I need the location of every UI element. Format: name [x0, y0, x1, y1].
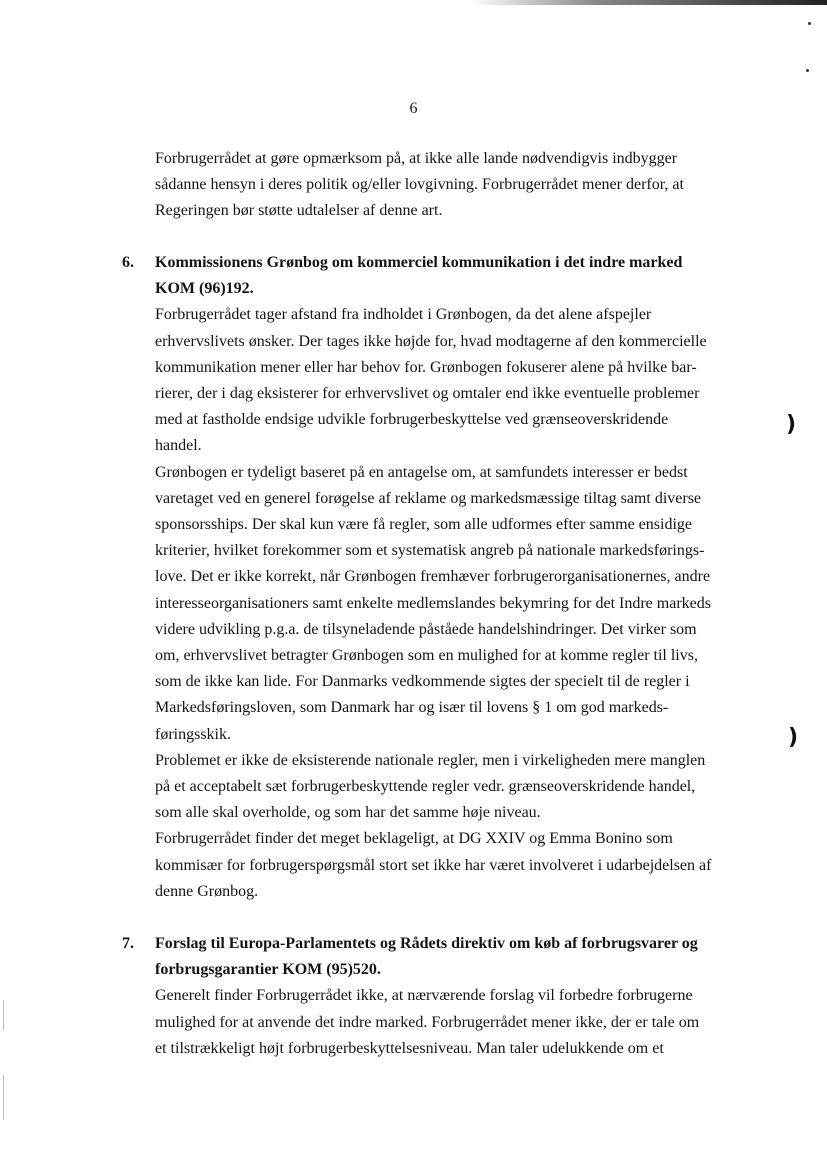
text-line: kommunikation mener eller har behov for. Grønbogen fokuserer alene på hvilke bar- — [155, 358, 697, 376]
text-line: et tilstrækkeligt højt forbrugerbeskyttelsesniveau. Man taler udelukkende om et — [155, 1039, 664, 1057]
section-6-number: 6. — [122, 254, 134, 271]
margin-line — [3, 1000, 4, 1030]
section-7-heading: forbrugsgarantier KOM (95)520. — [155, 961, 381, 979]
text-line: mulighed for at anvende det indre marked. Forbrugerrådet mener ikke, der er tale om — [155, 1013, 700, 1031]
text-line: erhvervslivets ønsker. Der tages ikke højde for, hvad modtagerne af den kommercielle — [155, 332, 707, 350]
section-7 — [155, 931, 755, 1062]
text-line: som alle skal overholde, og som har det samme høje niveau. — [155, 804, 541, 822]
section-7-heading: Forslag til Europa-Parlamentets og Rådets direktiv om køb af forbrugsvarer og — [155, 935, 698, 952]
text-line: love. Det er ikke korrekt, når Grønbogen fremhæver forbrugerorganisationernes, andre — [155, 568, 711, 586]
text-line: varetaget ved en generel forøgelse af reklame og markedsmæssige tiltag samt diverse — [155, 489, 702, 507]
text-line: Generelt finder Forbrugerrådet ikke, at nærværende forslag vil forbedre forbrugerne — [155, 987, 693, 1005]
text-line: videre udvikling p.g.a. de tilsyneladende påståede handelshindringer. Det virker som — [155, 620, 697, 638]
text-line: som de ikke kan lide. For Danmarks vedkommende sigtes der specielt til de regler i — [155, 673, 690, 691]
text-line: med at fastholde endsige udvikle forbrugerbeskyttelse ved grænseoverskridende — [155, 411, 669, 429]
section-6-heading: Kommissionens Grønbog om kommerciel kommunikation i det indre marked — [155, 254, 683, 271]
text-line: Forbrugerrådet at gøre opmærksom på, at ikke alle lande nødvendigvis indbygger — [155, 150, 678, 167]
text-line: denne Grønbog. — [155, 882, 259, 900]
text-line: interesseorganisationers samt enkelte medlemslandes bekymring for det Indre markeds — [155, 594, 711, 612]
margin-line — [3, 1075, 4, 1120]
text-line: rierer, der i dag eksisterer for erhvervslivet og omtaler end ikke eventuelle problemer — [155, 385, 700, 403]
text-line: på et acceptabelt sæt forbrugerbeskyttende regler vedr. grænseoverskridende handel, — [155, 778, 696, 796]
section-6 — [155, 250, 755, 905]
text-line: føringsskik. — [155, 725, 231, 743]
binder-hole-mark: ) — [786, 412, 797, 437]
text-line: Forbrugerrådet finder det meget beklageligt, at DG XXIV og Emma Bonino som — [155, 830, 673, 848]
text-line: Problemet er ikke de eksisterende nationale regler, men i virkeligheden mere manglen — [155, 751, 706, 769]
text-line: Regeringen bør støtte udtalelser af denne art. — [155, 202, 443, 220]
scan-speck — [806, 69, 809, 72]
text-line: Grønbogen er tydeligt baseret på en antagelse om, at samfundets interesser er bedst — [155, 463, 688, 481]
scan-speck — [808, 22, 811, 25]
intro-paragraph — [155, 146, 755, 225]
text-line: om, erhvervslivet betragter Grønbogen som en mulighed for at komme regler til livs, — [155, 647, 698, 665]
scan-top-edge — [470, 0, 827, 5]
text-line: sådanne hensyn i deres politik og/eller lovgivning. Forbrugerrådet mener derfor, at — [155, 176, 684, 194]
text-line: Markedsføringsloven, som Danmark har og især til lovens § 1 om god markeds- — [155, 699, 669, 717]
text-line: kriterier, hvilket forekommer som et systematisk angreb på nationale markedsførings- — [155, 542, 705, 560]
text-line: kommisær for forbrugerspørgsmål stort set ikke har været involveret i udarbejdelsen af — [155, 856, 712, 874]
page-number: 6 — [409, 100, 418, 117]
section-6-heading: KOM (96)192. — [155, 280, 254, 298]
text-line: Forbrugerrådet tager afstand fra indholdet i Grønbogen, da det alene afspejler — [155, 306, 652, 324]
text-line: sponsorsships. Der skal kun være få regler, som alle udformes efter samme ensidige — [155, 516, 692, 534]
binder-hole-mark: ) — [788, 725, 799, 750]
text-line: handel. — [155, 437, 202, 455]
section-7-number: 7. — [122, 935, 134, 952]
